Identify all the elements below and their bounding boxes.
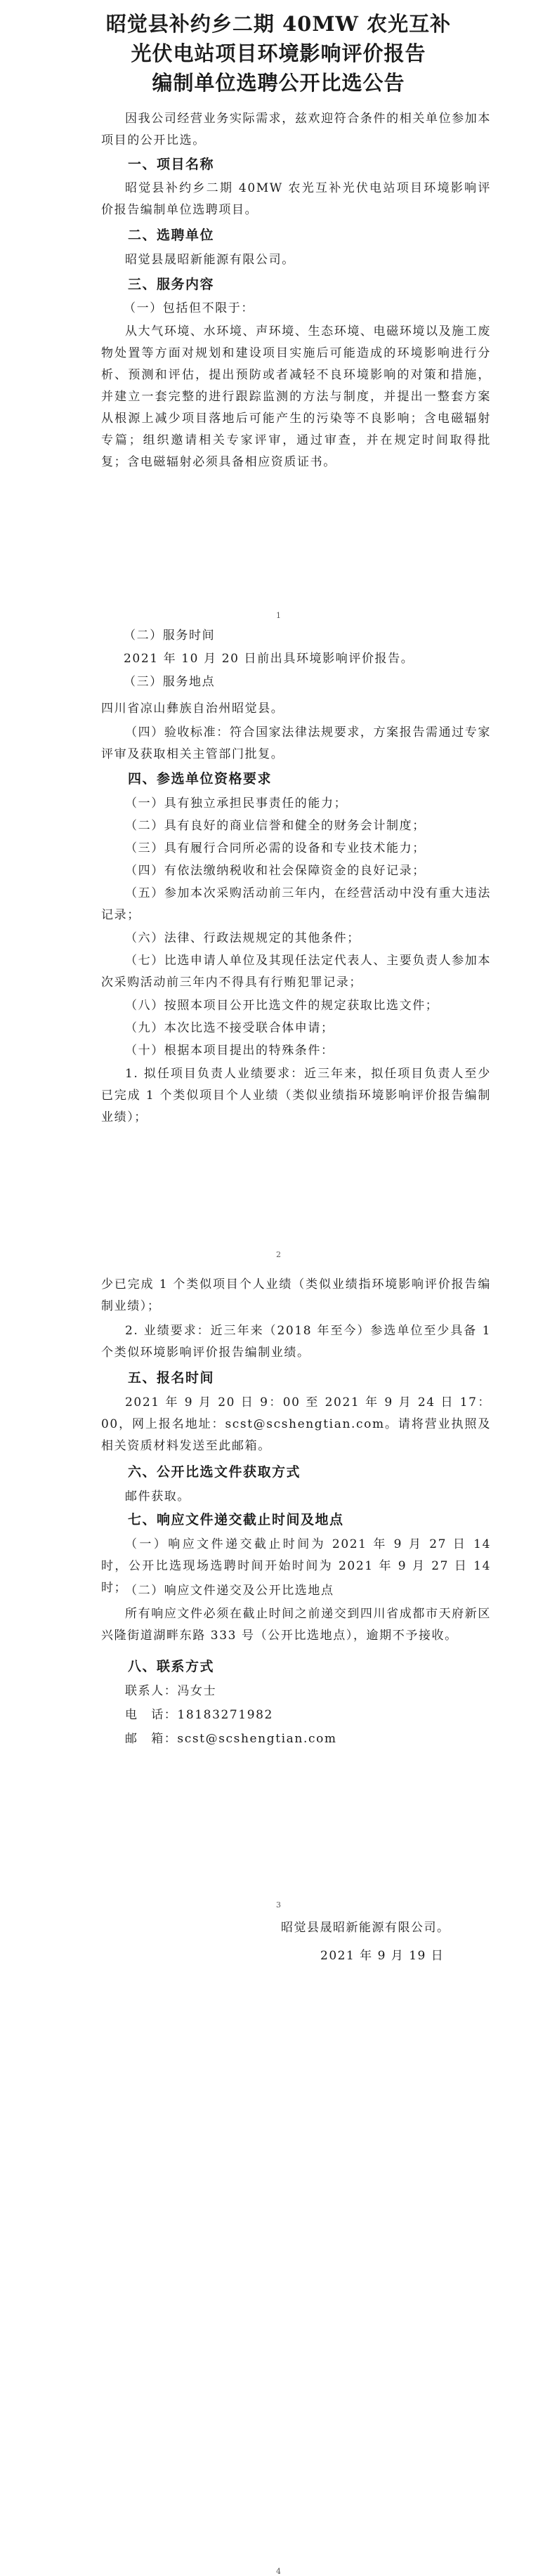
section-7-heading: 七、响应文件递交截止时间及地点 bbox=[128, 1512, 344, 1527]
requirement-item: （八）按照本项目公开比选文件的规定获取比选文件； bbox=[125, 999, 439, 1013]
requirement-item: （七）比选申请人单位及其现任法定代表人、主要负责人参加本次采购活动前三年内不得具有行贿犯罪记录； bbox=[101, 954, 491, 990]
document-page-2 bbox=[0, 625, 557, 1271]
section-3-sub1: （一）包括但不限于： bbox=[124, 301, 254, 315]
section-5-heading: 五、报名时间 bbox=[128, 1370, 215, 1386]
section-3-heading: 三、服务内容 bbox=[128, 277, 215, 292]
requirement-item: （三）具有履行合同所必需的设备和专业技术能力； bbox=[125, 841, 426, 855]
requirement-item: （五）参加本次采购活动前三年内，在经营活动中没有重大违法记录； bbox=[101, 886, 491, 922]
section-2-heading: 二、选聘单位 bbox=[128, 228, 215, 243]
section-3-sub3-text: 四川省凉山彝族自治州昭觉县。 bbox=[101, 702, 284, 716]
page-number-3: 3 bbox=[276, 1900, 281, 1910]
intro-paragraph: 因我公司经营业务实际需求，兹欢迎符合条件的相关单位参加本项目的公开比选。 bbox=[101, 112, 491, 147]
page-number-2: 2 bbox=[276, 1250, 281, 1259]
section-8-heading: 八、联系方式 bbox=[128, 1659, 215, 1674]
document-title-line-1: 昭觉县补约乡二期 40MW 农光互补 bbox=[105, 12, 452, 36]
document-title-line-2: 光伏电站项目环境影响评价报告 bbox=[131, 41, 426, 65]
signature-date: 2021 年 9 月 19 日 bbox=[320, 1949, 445, 1963]
section-3-sub2-text: 2021 年 10 月 20 日前出具环境影响评价报告。 bbox=[124, 652, 414, 666]
section-4-heading: 四、参选单位资格要求 bbox=[128, 771, 273, 787]
section-2-text: 昭觉县晟昭新能源有限公司。 bbox=[125, 253, 295, 267]
section-7-text-2: （二）响应文件递交及公开比选地点 bbox=[125, 1584, 334, 1598]
section-7-text-3: 所有响应文件必须在截止时间之前递交到四川省成都市天府新区兴隆街道湖畔东路 333 号（公开比选地点），逾期不予接收。 bbox=[101, 1607, 491, 1643]
requirement-item: （一）具有独立承担民事责任的能力； bbox=[125, 796, 348, 810]
page-number-4: 4 bbox=[276, 2567, 281, 2576]
requirement-item: （十）根据本项目提出的特殊条件： bbox=[125, 1044, 334, 1058]
requirement-item: （六）法律、行政法规规定的其他条件； bbox=[125, 931, 360, 945]
contact-person: 联系人：冯女士 bbox=[125, 1684, 217, 1698]
document-page-3 bbox=[0, 1271, 557, 1917]
special-requirement-1-start: 1. 拟任项目负责人业绩要求：近三年来，拟任项目负责人至少已完成 1 个类似项目个人业绩（类似业绩指环境影响评价报告编制业绩）； bbox=[101, 1067, 491, 1124]
special-requirement-2: 2. 业绩要求：近三年来（2018 年至今）参选单位至少具备 1 个类似环境影响评价报告编制业绩。 bbox=[101, 1324, 491, 1360]
document-page-1 bbox=[0, 0, 557, 625]
section-1-heading: 一、项目名称 bbox=[128, 157, 215, 172]
document-title-line-3: 编制单位选聘公开比选公告 bbox=[152, 71, 405, 95]
section-3-sub4-text: （四）验收标准：符合国家法律法规要求，方案报告需通过专家评审及获取相关主管部门批复。 bbox=[101, 725, 491, 761]
section-3-sub2: （二）服务时间 bbox=[124, 629, 216, 643]
section-3-sub1-text: 从大气环境、水环境、声环境、生态环境、电磁环境以及施工废物处置等方面对规划和建设项目实施后可能造成的环境影响进行分析、预测和评估，提出预防或者减轻不良环境影响的对策和措施，并建立一套完整的进行跟踪监测的方法与制度，并提出一整套方案从根源上减少项目落地后可能产生的污染等不良影响；含电磁辐射专篇；组织邀请相关专家评审，通过审查，并在规定时间取得批复；含电磁辐射必须具备相应资质证书。 bbox=[101, 324, 491, 469]
section-6-text: 邮件获取。 bbox=[125, 1490, 190, 1504]
page-number-1: 1 bbox=[276, 611, 281, 620]
requirement-item: （二）具有良好的商业信誉和健全的财务会计制度； bbox=[125, 819, 426, 833]
section-6-heading: 六、公开比选文件获取方式 bbox=[128, 1464, 301, 1480]
special-requirement-1-continued: 少已完成 1 个类似项目个人业绩（类似业绩指环境影响评价报告编制业绩）； bbox=[101, 1277, 491, 1313]
contact-phone: 电 话：18183271982 bbox=[125, 1708, 273, 1722]
requirement-item: （四）有依法缴纳税收和社会保障资金的良好记录； bbox=[125, 864, 426, 878]
section-7-text-1: （一）响应文件递交截止时间为 2021 年 9 月 27 日 14 时，公开比选现场选聘时间开始时间为 2021 年 9 月 27 日 14 时； bbox=[101, 1537, 491, 1595]
section-5-text: 2021 年 9 月 20 日 9：00 至 2021 年 9 月 24 日 17：00，网上报名地址：scst@scshengtian.com。请将营业执照及相关资质材料发送至此邮箱。 bbox=[101, 1395, 491, 1453]
section-1-text: 昭觉县补约乡二期 40MW 农光互补光伏电站项目环境影响评价报告编制单位选聘项目。 bbox=[101, 181, 491, 217]
document-page-4 bbox=[0, 1917, 557, 2576]
section-3-sub3: （三）服务地点 bbox=[124, 675, 216, 689]
requirement-item: （九）本次比选不接受联合体申请； bbox=[125, 1021, 334, 1035]
signature-company: 昭觉县晟昭新能源有限公司。 bbox=[281, 1921, 450, 1935]
contact-email: 邮 箱：scst@scshengtian.com bbox=[125, 1732, 337, 1746]
